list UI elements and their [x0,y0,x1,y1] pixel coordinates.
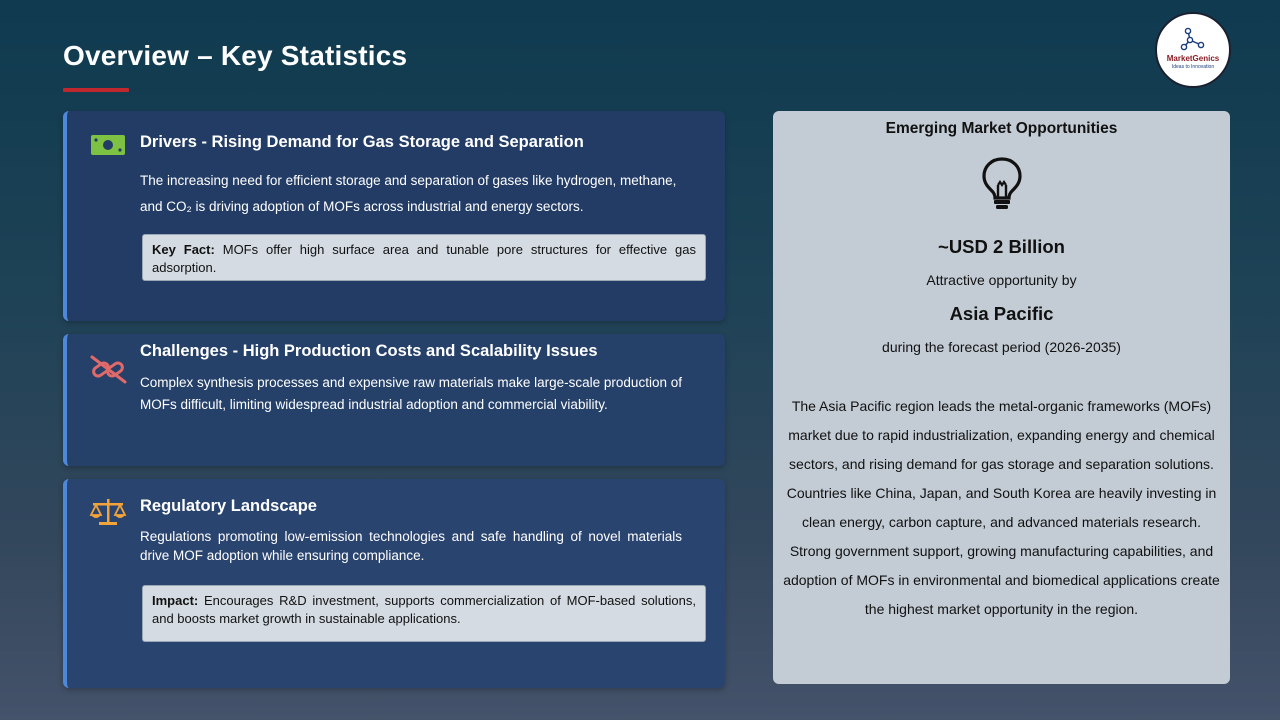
impact-label: Impact: [152,593,199,608]
drivers-card [63,111,725,321]
title-underline [63,88,129,92]
opportunity-period: during the forecast period (2026-2035) [882,339,1121,355]
impact-text: Encourages R&D investment, supports commercialization of MOF-based solutions, and boosts market growth in sustainable applications. [152,593,696,626]
molecule-icon [1180,26,1206,52]
company-logo [1155,12,1231,88]
challenges-heading: Challenges - High Production Costs and Scalability Issues [140,342,598,360]
opportunity-subtitle: Attractive opportunity by [926,272,1077,288]
logo-name: MarketGenics [1166,54,1220,63]
opportunity-description: The Asia Pacific region leads the metal-organic frameworks (MOFs) market due to rapid industrialization, expanding energy and chemical sectors, and rising demand for gas storage and separation solutions. Countries like China, Japan, and South Korea are heavily investing in clean energy, carbon capture, and advanced materials research. Strong government support, growing manufacturing capabilities, and adoption of MOFs in environmental and biomedical applications create the highest market opportunity in the region. [783,398,1220,617]
regulatory-heading: Regulatory Landscape [140,497,317,515]
broken-link-icon [89,354,127,384]
opportunity-value: ~USD 2 Billion [938,236,1065,257]
opportunity-panel [773,111,1230,684]
key-fact-label: Key Fact: [152,242,215,257]
page-title: Overview – Key Statistics [63,40,408,71]
drivers-body: The increasing need for efficient storage and separation of gases like hydrogen, methane, and CO₂ is driving adoption of MOFs across industrial and energy sectors. [140,173,677,214]
money-icon [89,130,127,160]
scales-icon [89,497,127,527]
regulatory-card [63,479,725,688]
key-fact-box [142,234,706,281]
lightbulb-icon [979,155,1025,211]
challenges-body: Complex synthesis processes and expensive raw materials make large-scale production of MOFs difficult, limiting widespread industrial adoption and commercial viability. [140,375,682,412]
opportunity-region: Asia Pacific [949,303,1054,324]
challenges-card [63,334,725,466]
key-fact-text: MOFs offer high surface area and tunable pore structures for effective gas adsorption. [152,242,696,275]
regulatory-body: Regulations promoting low-emission technologies and safe handling of novel materials drive MOF adoption while ensuring compliance. [140,529,682,563]
impact-box [142,585,706,642]
logo-tagline: Ideas to Innovation [1171,64,1215,70]
drivers-heading: Drivers - Rising Demand for Gas Storage and Separation [140,133,584,151]
opportunity-title: Emerging Market Opportunities [885,120,1118,137]
